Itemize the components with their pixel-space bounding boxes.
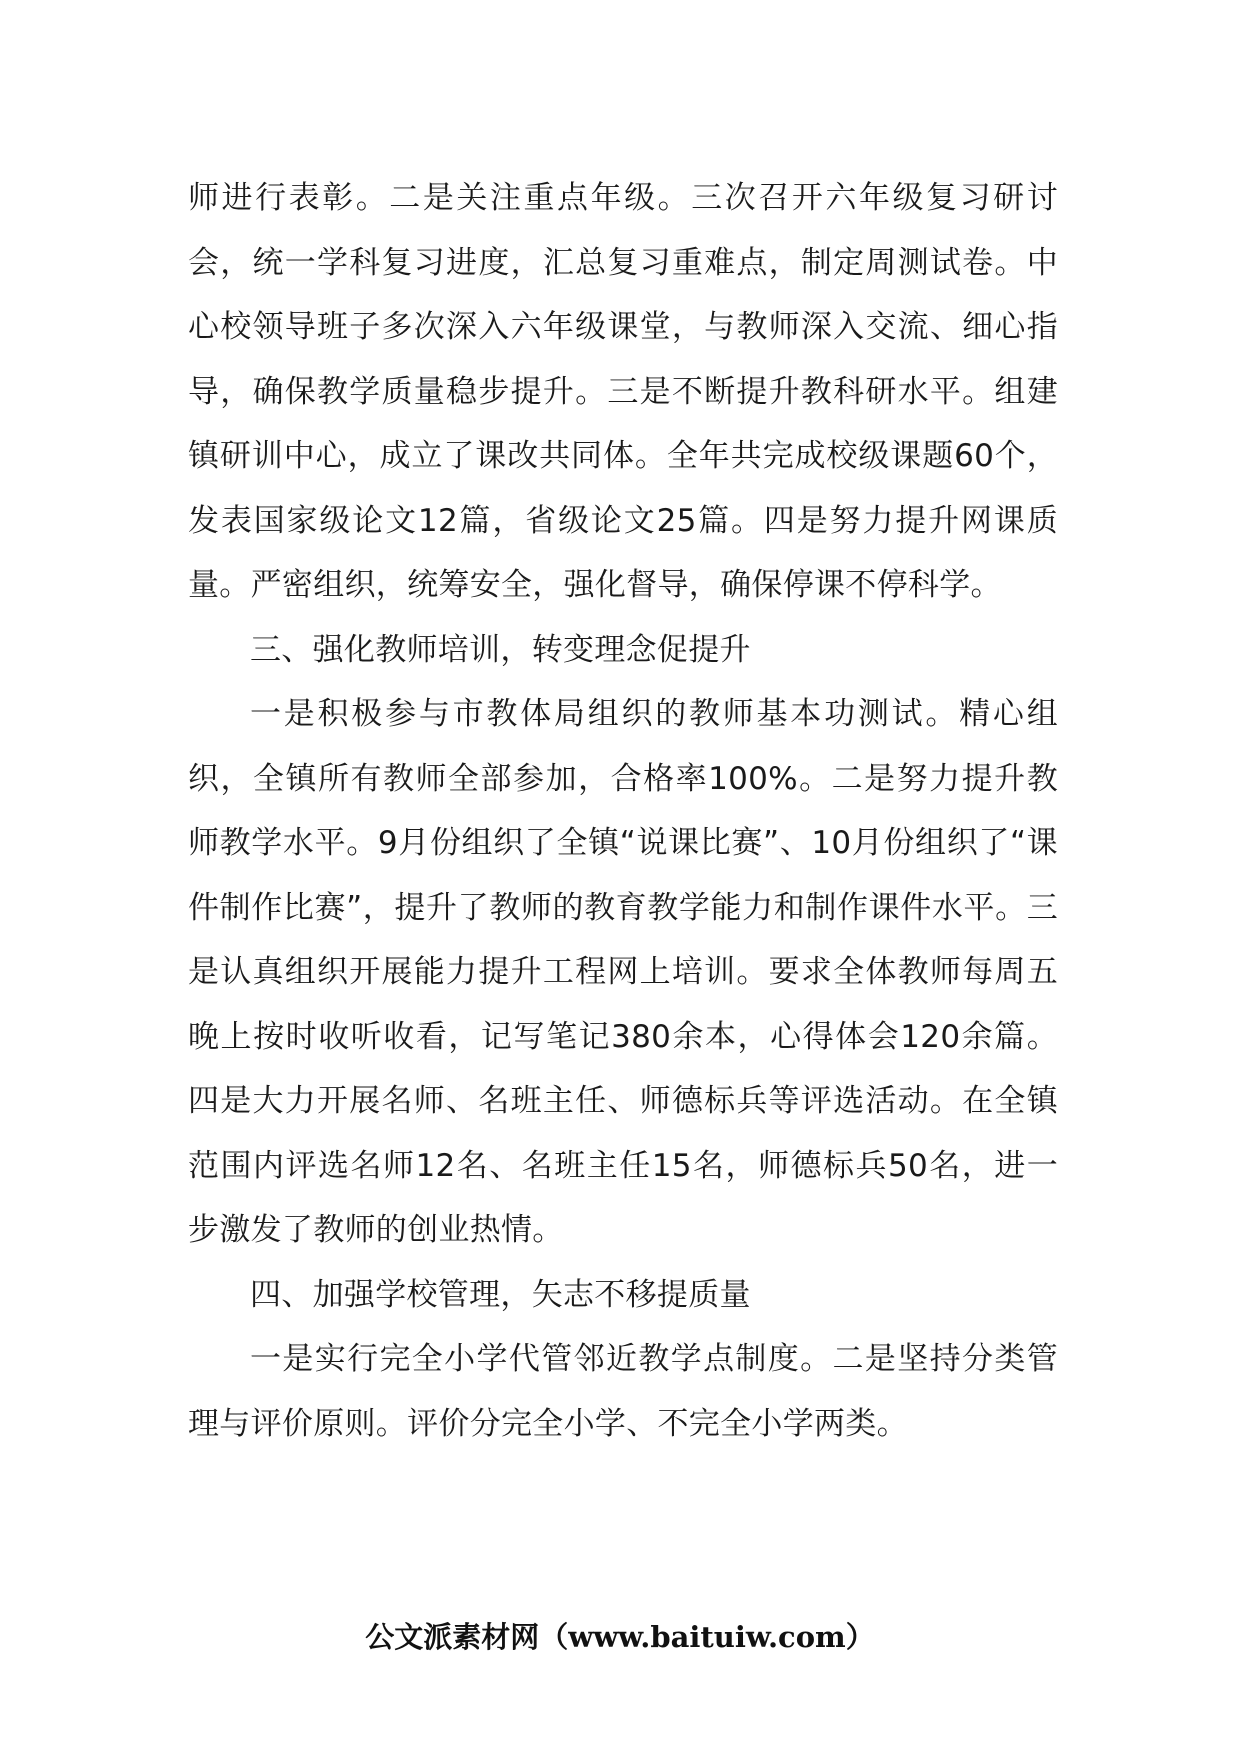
paragraph-school-management: 一是实行完全小学代管邻近教学点制度。二是坚持分类管理与评价原则。评价分完全小学、不完全小学两类。 <box>188 1341 1058 1442</box>
section-heading-3: 三、强化教师培训，转变理念促提升 <box>250 631 751 668</box>
footer-watermark: 公文派素材网（www.baituiw.com） <box>365 1620 875 1654</box>
paragraph-teacher-training: 一是积极参与市教体局组织的教师基本功测试。精心组织，全镇所有教师全部参加，合格率100%。二是努力提升教师教学水平。9月份组织了全镇“说课比赛”、10月份组织了“课件制作比赛”，提升了教师的教育教学能力和制作课件水平。三是认真组织开展能力提升工程网上培训。要求全体教师每周五晚上按时收听收看，记写笔记380余本，心得体会120余篇。四是大力开展名师、名班主任、师德标兵等评选活动。在全镇范围内评选名师12名、名班主任15名，师德标兵50名，进一步激发了教师的创业热情。 <box>188 696 1058 1248</box>
document-body <box>188 166 1058 1456</box>
paragraph-continuation: 师进行表彰。二是关注重点年级。三次召开六年级复习研讨会，统一学科复习进度，汇总复习重难点，制定周测试卷。中心校领导班子多次深入六年级课堂，与教师深入交流、细心指导，确保教学质量稳步提升。三是不断提升教科研水平。组建镇研训中心，成立了课改共同体。全年共完成校级课题60个，发表国家级论文12篇，省级论文25篇。四是努力提升网课质量。严密组织，统筹安全，强化督导，确保停课不停科学。 <box>188 180 1058 603</box>
section-heading-4: 四、加强学校管理，矢志不移提质量 <box>250 1276 751 1313</box>
